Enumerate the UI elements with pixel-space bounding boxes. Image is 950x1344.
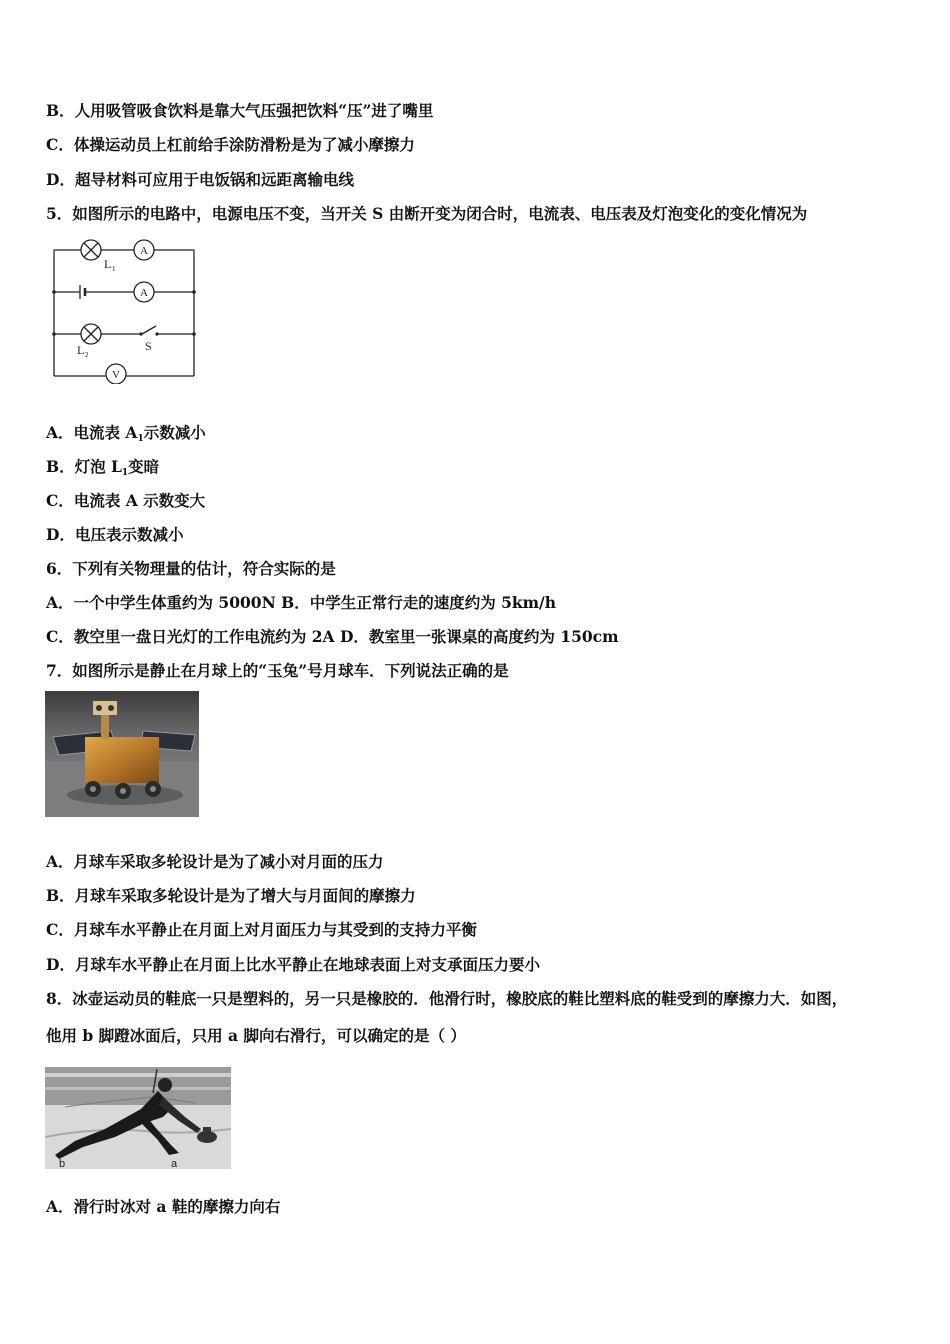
option-d-superconductor: D．超导材料可应用于电饭锅和远距离输电线 xyxy=(46,170,354,189)
svg-text:A: A xyxy=(140,287,148,299)
curling-photo xyxy=(45,1067,231,1169)
q8-option-a: A．滑行时冰对 a 鞋的摩擦力向右 xyxy=(46,1197,281,1216)
q5-option-d: D．电压表示数减小 xyxy=(46,525,184,544)
q7-option-a: A．月球车采取多轮设计是为了减小对月面的压力 xyxy=(46,852,384,871)
switch-s-icon xyxy=(142,326,156,334)
q6-options-cd: C．教空里一盘日光灯的工作电流约为 2A D．教室里一张课桌的高度约为 150cm xyxy=(46,627,619,646)
lunar-rover-photo xyxy=(45,691,199,817)
question-8-line1: 8．冰壶运动员的鞋底一只是塑料的，另一只是橡胶的．他滑行时，橡胶底的鞋比塑料底的鞋受到的摩擦力大．如图， xyxy=(46,989,848,1008)
q5-option-c: C．电流表 A 示数变大 xyxy=(46,491,206,510)
option-b-straw: B．人用吸管吸食饮料是靠大气压强把饮料“压”进了嘴里 xyxy=(46,101,434,120)
l2-label: L xyxy=(77,343,85,357)
q7-option-d: D．月球车水平静止在月面上比水平静止在地球表面上对支承面压力要小 xyxy=(46,955,540,974)
q7-option-b: B．月球车采取多轮设计是为了增大与月面间的摩擦力 xyxy=(46,886,416,905)
s-label: S xyxy=(145,339,152,353)
q7-option-c: C．月球车水平静止在月面上对月面压力与其受到的支持力平衡 xyxy=(46,920,477,939)
question-5: 5．如图所示的电路中，电源电压不变，当开关 S 由断开变为闭合时，电流表、电压表及灯泡变化的变化情况为 xyxy=(46,204,808,223)
option-c-gymnast: C．体操运动员上杠前给手涂防滑粉是为了减小摩擦力 xyxy=(46,135,415,154)
svg-text:2: 2 xyxy=(85,351,89,359)
q5-option-a: A．电流表 $A_1$示数减小 xyxy=(46,423,206,444)
svg-text:A: A xyxy=(140,245,148,257)
svg-text:V: V xyxy=(112,369,120,381)
foot-b-label: b xyxy=(59,1158,66,1169)
q6-options-ab: A．一个中学生体重约为 5000N B．中学生正常行走的速度约为 5km/h xyxy=(46,593,556,612)
question-8-line2: 他用 b 脚蹬冰面后，只用 a 脚向右滑行，可以确定的是（ ） xyxy=(46,1026,466,1045)
circuit-diagram xyxy=(48,238,200,384)
question-6: 6．下列有关物理量的估计，符合实际的是 xyxy=(46,559,336,578)
l1-label: L xyxy=(104,257,112,271)
foot-a-label: a xyxy=(171,1158,178,1169)
q5-option-b: B．灯泡 $L_1$变暗 xyxy=(46,457,160,478)
svg-text:1: 1 xyxy=(112,265,116,273)
question-7: 7．如图所示是静止在月球上的“玉兔”号月球车．下列说法正确的是 xyxy=(46,661,509,680)
